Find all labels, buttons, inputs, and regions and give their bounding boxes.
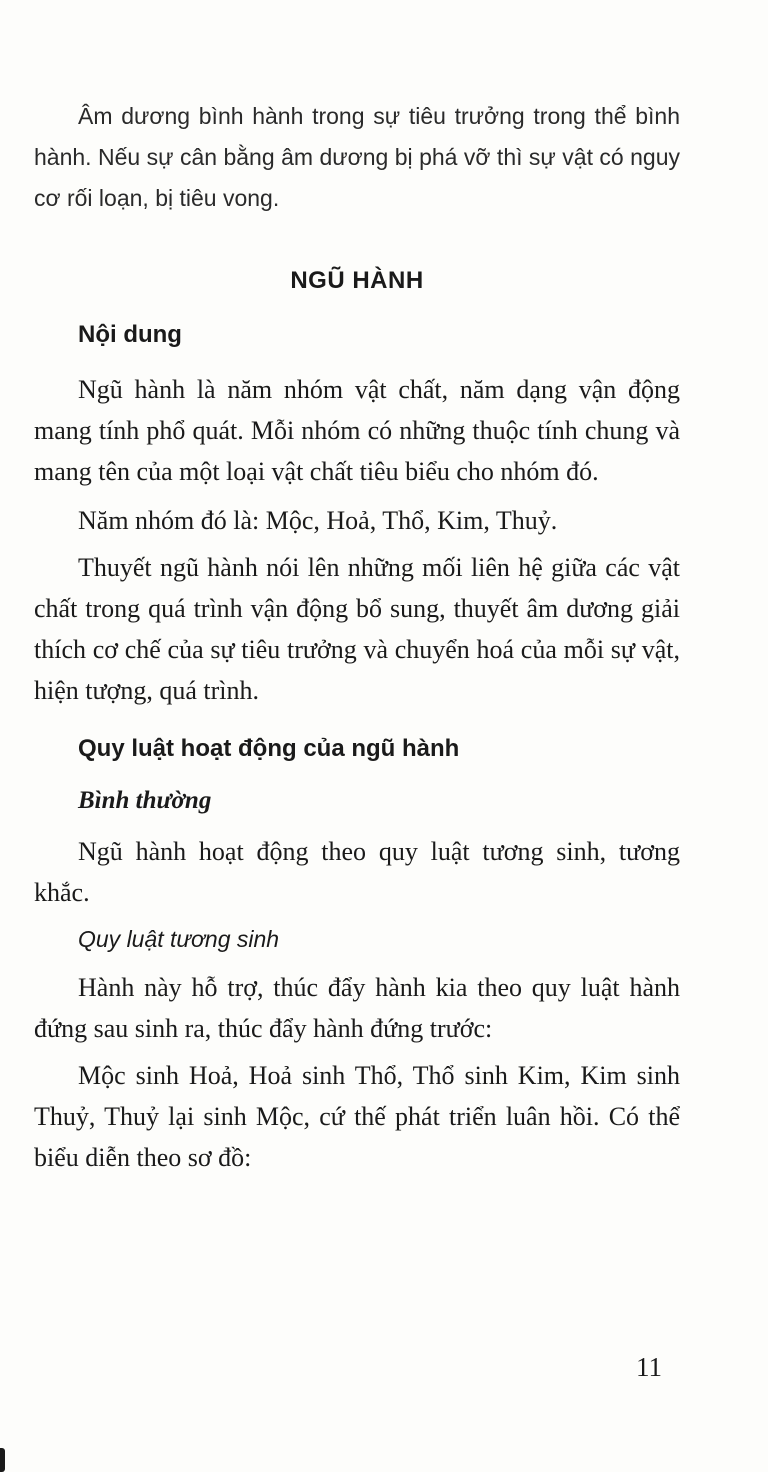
heading-quy-luat: Quy luật hoạt động của ngũ hành [78, 735, 460, 762]
tuong-sinh-paragraph-2: Mộc sinh Hoả, Hoả sinh Thổ, Thổ sinh Kim, Kim sinh Thuỷ, Thuỷ lại sinh Mộc, cứ thế phát triển luân hồi. Có thể biểu diễn theo sơ đồ: [34, 1061, 680, 1172]
noi-dung-paragraph-2: Năm nhóm đó là: Mộc, Hoả, Thổ, Kim, Thuỷ. [78, 506, 558, 535]
tuong-sinh-paragraph-1: Hành này hỗ trợ, thúc đẩy hành kia theo quy luật hành đứng sau sinh ra, thúc đẩy hành đứng trước: [34, 973, 680, 1043]
page-number: 11 [636, 1352, 662, 1382]
intro-paragraph: Âm dương bình hành trong sự tiêu trưởng trong thể bình hành. Nếu sự cân bằng âm dương bị phá vỡ thì sự vật có nguy cơ rối loạn, bị tiêu vong. [34, 103, 680, 211]
noi-dung-paragraph-1: Ngũ hành là năm nhóm vật chất, năm dạng vận động mang tính phổ quát. Mỗi nhóm có những thuộc tính chung và mang tên của một loại vật chất tiêu biểu cho nhóm đó. [34, 375, 680, 486]
heading-binh-thuong: Bình thường [78, 787, 212, 814]
heading-tuong-sinh: Quy luật tương sinh [78, 926, 280, 952]
binh-thuong-paragraph: Ngũ hành hoạt động theo quy luật tương sinh, tương khắc. [34, 837, 680, 907]
noi-dung-paragraph-3: Thuyết ngũ hành nói lên những mối liên hệ giữa các vật chất trong quá trình vận động bổ sung, thuyết âm dương giải thích cơ chế của sự tiêu trưởng và chuyển hoá của mỗi sự vật, hiện tượng, quá trình. [34, 553, 680, 705]
heading-noi-dung: Nội dung [78, 321, 182, 348]
page-content [34, 96, 680, 1186]
section-title: NGŨ HÀNH [290, 267, 424, 294]
scan-edge-mark [0, 1448, 5, 1472]
